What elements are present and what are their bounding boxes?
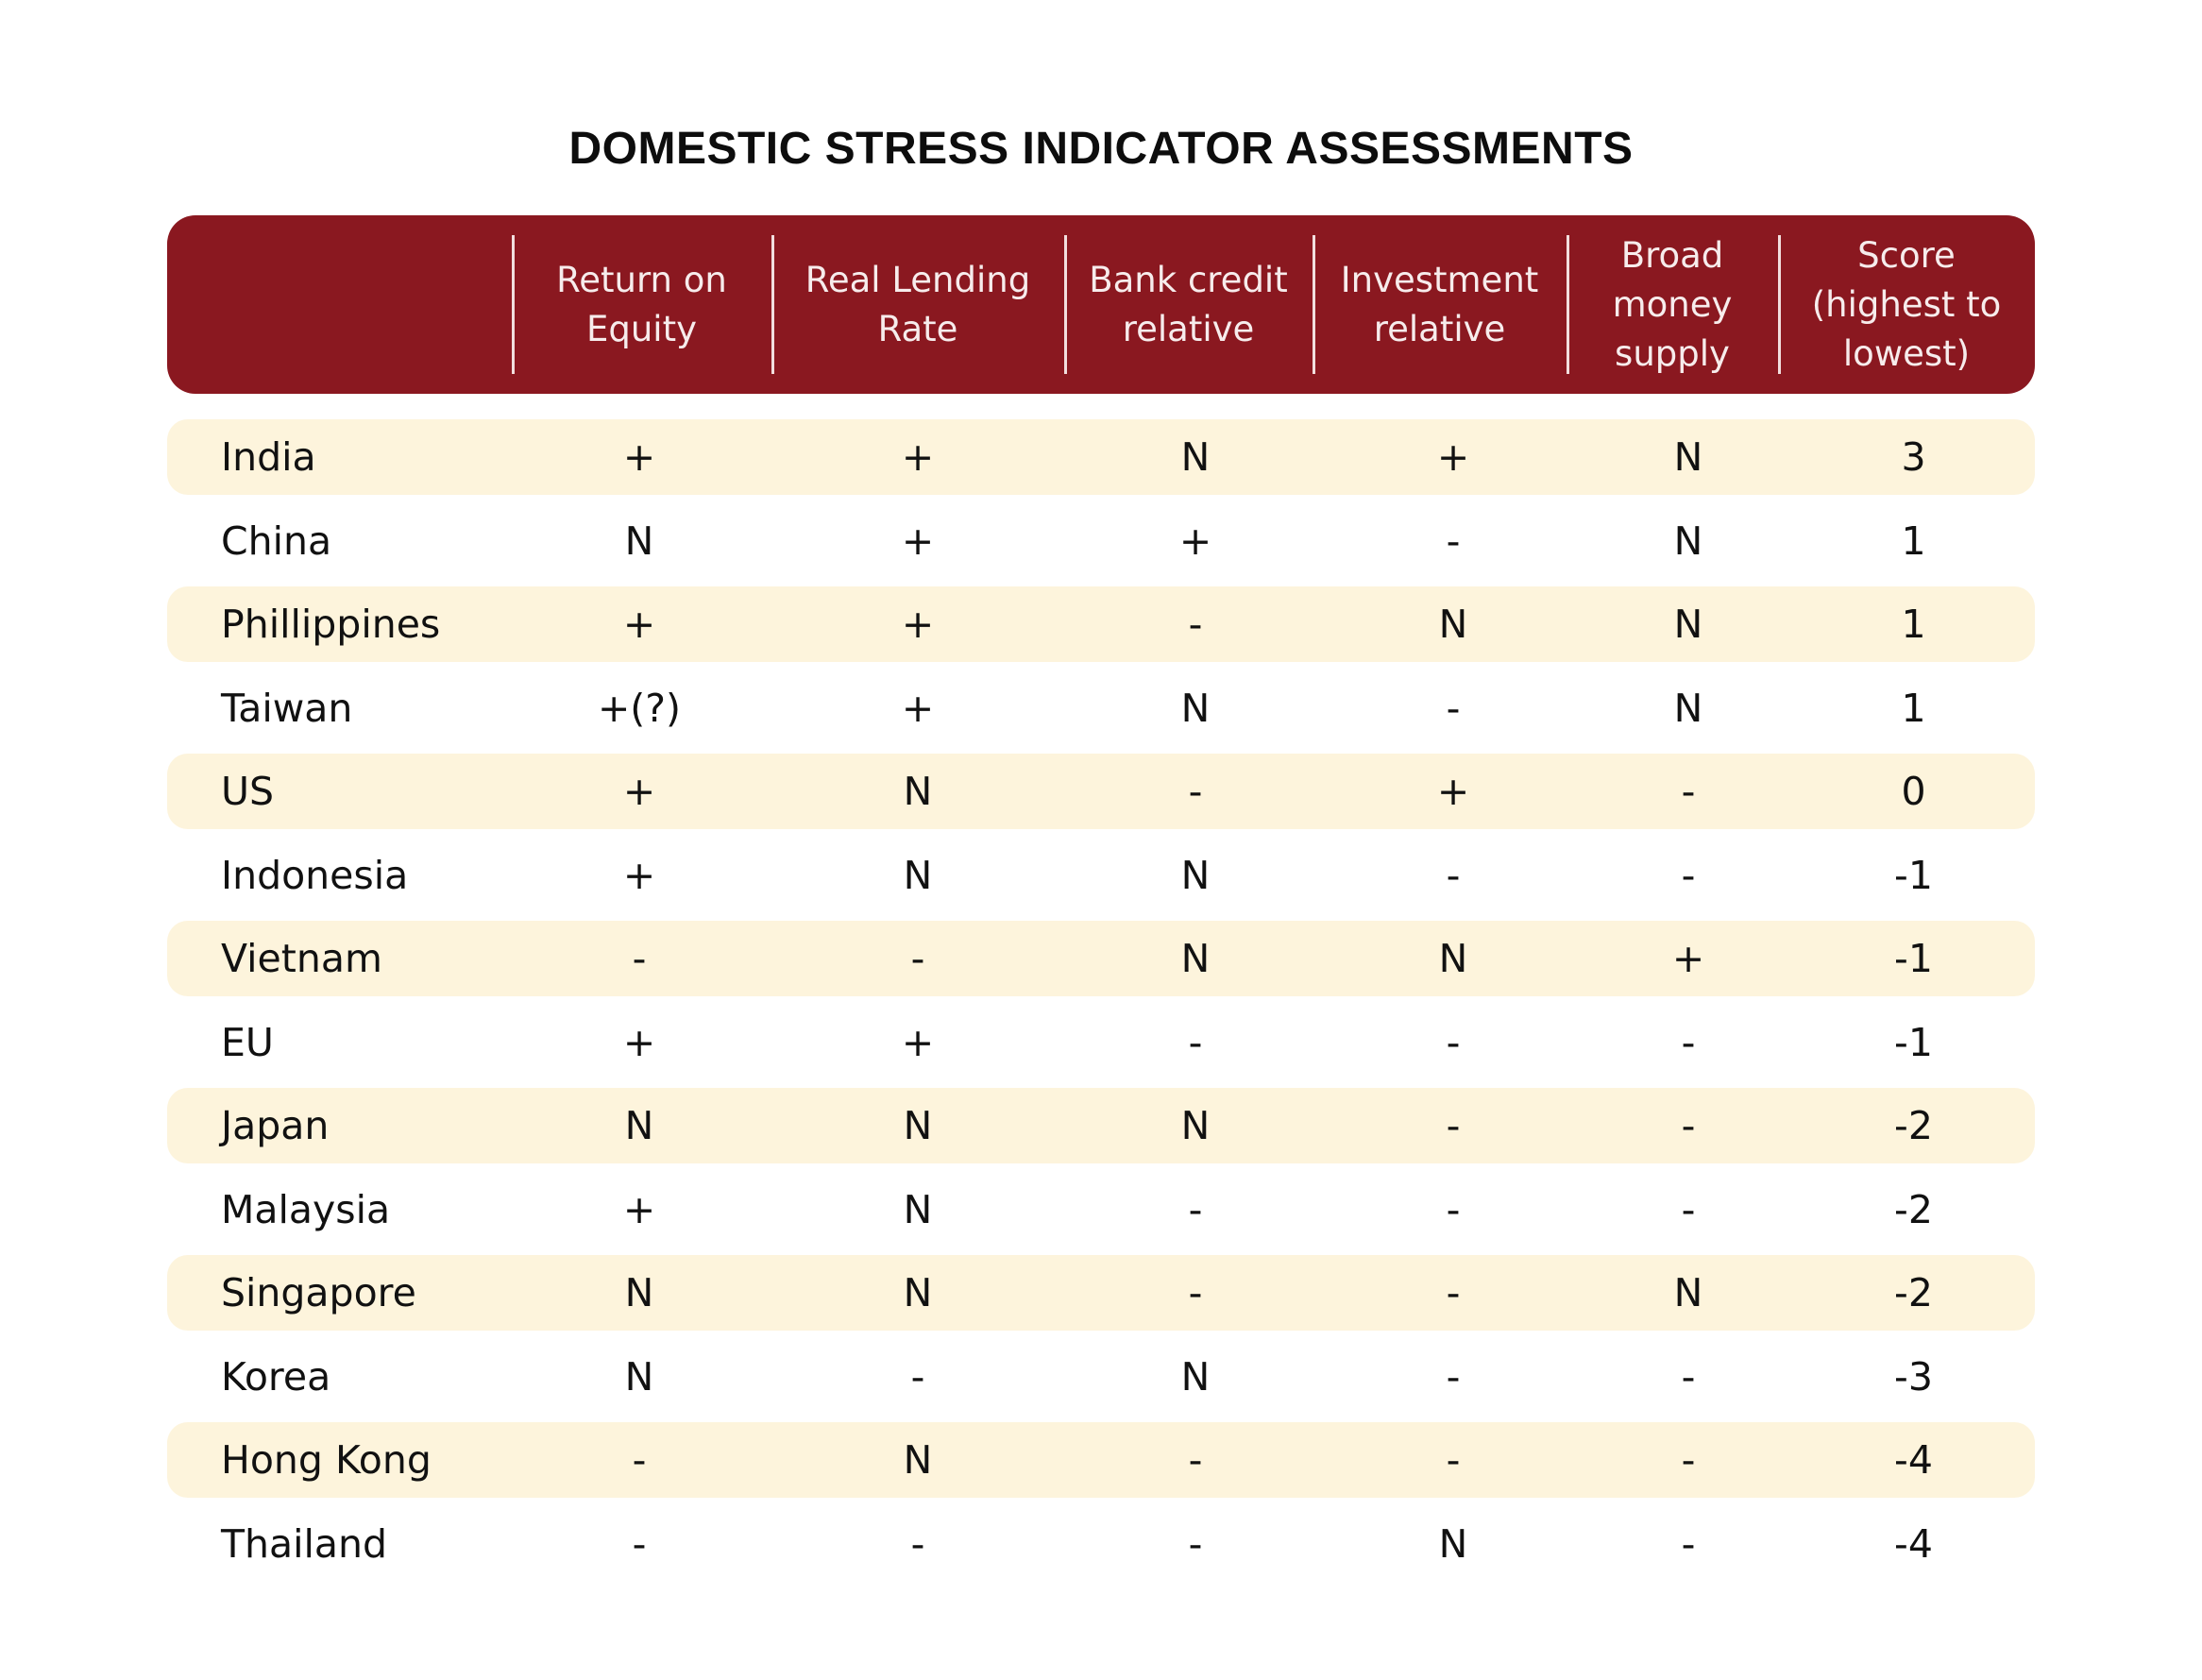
country-cell: Hong Kong (221, 1437, 432, 1483)
table-row (167, 921, 2035, 996)
return-on-equity-cell: + (622, 769, 656, 814)
real-lending-rate-cell: + (901, 685, 935, 731)
broad-money-cell: N (1673, 685, 1703, 731)
score-cell: -2 (1894, 1103, 1933, 1148)
page-title: DOMESTIC STRESS INDICATOR ASSESSMENTS (568, 124, 1634, 174)
table-row (167, 1172, 2035, 1247)
real-lending-rate-cell: N (903, 1103, 933, 1148)
score-cell: -4 (1894, 1437, 1933, 1483)
score-cell: 1 (1901, 518, 1926, 564)
score-cell: -4 (1894, 1520, 1933, 1567)
bank-credit-cell: N (1180, 434, 1211, 480)
real-lending-rate-cell: + (901, 518, 935, 564)
score-cell: 0 (1901, 769, 1926, 814)
table-row (167, 1088, 2035, 1163)
country-cell: Korea (221, 1353, 331, 1400)
real-lending-rate-cell: N (903, 1437, 933, 1483)
investment-cell: - (1446, 1437, 1461, 1483)
real-lending-rate-cell: - (910, 936, 925, 981)
header-return-on-equity: Return on Equity (512, 215, 771, 394)
investment-cell: N (1438, 1520, 1468, 1567)
stress-indicator-table (167, 215, 2035, 1589)
header-real-lending-rate: Real Lending Rate (771, 215, 1064, 394)
investment-cell: - (1446, 1186, 1461, 1232)
score-cell: -2 (1894, 1270, 1933, 1315)
real-lending-rate-cell: N (903, 852, 933, 898)
investment-cell: - (1446, 1270, 1461, 1315)
bank-credit-cell: - (1188, 769, 1203, 814)
return-on-equity-cell: - (632, 1437, 647, 1483)
header-broad-money-supply: Broad money supply (1567, 215, 1778, 394)
country-cell: Japan (221, 1103, 330, 1148)
broad-money-cell: - (1681, 1520, 1696, 1567)
table-row (167, 1422, 2035, 1498)
broad-money-cell: - (1681, 1353, 1696, 1400)
header-bank-credit-relative: Bank credit relative (1064, 215, 1313, 394)
country-cell: US (221, 769, 275, 814)
table-header (167, 215, 2035, 394)
table-row (167, 670, 2035, 746)
investment-cell: - (1446, 685, 1461, 731)
broad-money-cell: - (1681, 1186, 1696, 1232)
investment-cell: - (1446, 1103, 1461, 1148)
table-body (167, 419, 2035, 1582)
return-on-equity-cell: - (632, 936, 647, 981)
return-on-equity-cell: + (622, 602, 656, 647)
score-cell: 1 (1901, 685, 1926, 731)
score-cell: -1 (1894, 852, 1933, 898)
country-cell: Singapore (221, 1270, 416, 1315)
bank-credit-cell: + (1178, 518, 1212, 564)
score-cell: -2 (1894, 1186, 1933, 1232)
investment-cell: - (1446, 852, 1461, 898)
investment-cell: - (1446, 1353, 1461, 1400)
broad-money-cell: - (1681, 852, 1696, 898)
broad-money-cell: N (1673, 434, 1703, 480)
return-on-equity-cell: + (622, 434, 656, 480)
return-on-equity-cell: - (632, 1520, 647, 1567)
country-cell: Thailand (221, 1520, 388, 1567)
bank-credit-cell: - (1188, 1270, 1203, 1315)
country-cell: Vietnam (221, 936, 382, 981)
return-on-equity-cell: + (622, 852, 656, 898)
bank-credit-cell: N (1180, 685, 1211, 731)
score-cell: -3 (1894, 1353, 1933, 1400)
broad-money-cell: + (1671, 936, 1705, 981)
investment-cell: N (1438, 936, 1468, 981)
country-cell: Taiwan (221, 685, 353, 731)
table-row (167, 419, 2035, 495)
real-lending-rate-cell: - (910, 1353, 925, 1400)
return-on-equity-cell: N (624, 518, 654, 564)
bank-credit-cell: - (1188, 1019, 1203, 1065)
return-on-equity-cell: +(?) (597, 685, 682, 731)
table-row (167, 1506, 2035, 1582)
table-row (167, 1339, 2035, 1415)
country-cell: China (221, 518, 332, 564)
table-row (167, 1005, 2035, 1080)
country-cell: EU (221, 1019, 274, 1065)
score-cell: -1 (1894, 936, 1933, 981)
real-lending-rate-cell: + (901, 434, 935, 480)
broad-money-cell: N (1673, 602, 1703, 647)
bank-credit-cell: - (1188, 1186, 1203, 1232)
real-lending-rate-cell: N (903, 1270, 933, 1315)
return-on-equity-cell: N (624, 1103, 654, 1148)
country-cell: Indonesia (221, 852, 409, 898)
broad-money-cell: - (1681, 1019, 1696, 1065)
score-cell: 1 (1901, 602, 1926, 647)
real-lending-rate-cell: + (901, 602, 935, 647)
bank-credit-cell: N (1180, 1353, 1211, 1400)
real-lending-rate-cell: N (903, 1186, 933, 1232)
broad-money-cell: N (1673, 1270, 1703, 1315)
return-on-equity-cell: + (622, 1019, 656, 1065)
country-cell: Malaysia (221, 1186, 391, 1232)
investment-cell: + (1436, 434, 1470, 480)
table-row (167, 1255, 2035, 1331)
investment-cell: N (1438, 602, 1468, 647)
return-on-equity-cell: + (622, 1186, 656, 1232)
broad-money-cell: - (1681, 1103, 1696, 1148)
country-cell: Phillippines (221, 602, 441, 647)
header-score: Score (highest to lowest) (1778, 215, 2035, 394)
investment-cell: - (1446, 518, 1461, 564)
country-cell: India (221, 434, 316, 480)
table-row (167, 586, 2035, 662)
investment-cell: - (1446, 1019, 1461, 1065)
score-cell: -1 (1894, 1019, 1933, 1065)
table-row (167, 754, 2035, 829)
score-cell: 3 (1901, 434, 1926, 480)
broad-money-cell: - (1681, 769, 1696, 814)
bank-credit-cell: N (1180, 1103, 1211, 1148)
bank-credit-cell: - (1188, 1437, 1203, 1483)
table-row (167, 503, 2035, 579)
real-lending-rate-cell: + (901, 1019, 935, 1065)
bank-credit-cell: - (1188, 602, 1203, 647)
real-lending-rate-cell: N (903, 769, 933, 814)
investment-cell: + (1436, 769, 1470, 814)
return-on-equity-cell: N (624, 1270, 654, 1315)
bank-credit-cell: - (1188, 1520, 1203, 1567)
broad-money-cell: - (1681, 1437, 1696, 1483)
bank-credit-cell: N (1180, 852, 1211, 898)
real-lending-rate-cell: - (910, 1520, 925, 1567)
bank-credit-cell: N (1180, 936, 1211, 981)
broad-money-cell: N (1673, 518, 1703, 564)
header-investment-relative: Investment relative (1313, 215, 1567, 394)
header-country (167, 215, 512, 394)
table-row (167, 838, 2035, 913)
return-on-equity-cell: N (624, 1353, 654, 1400)
